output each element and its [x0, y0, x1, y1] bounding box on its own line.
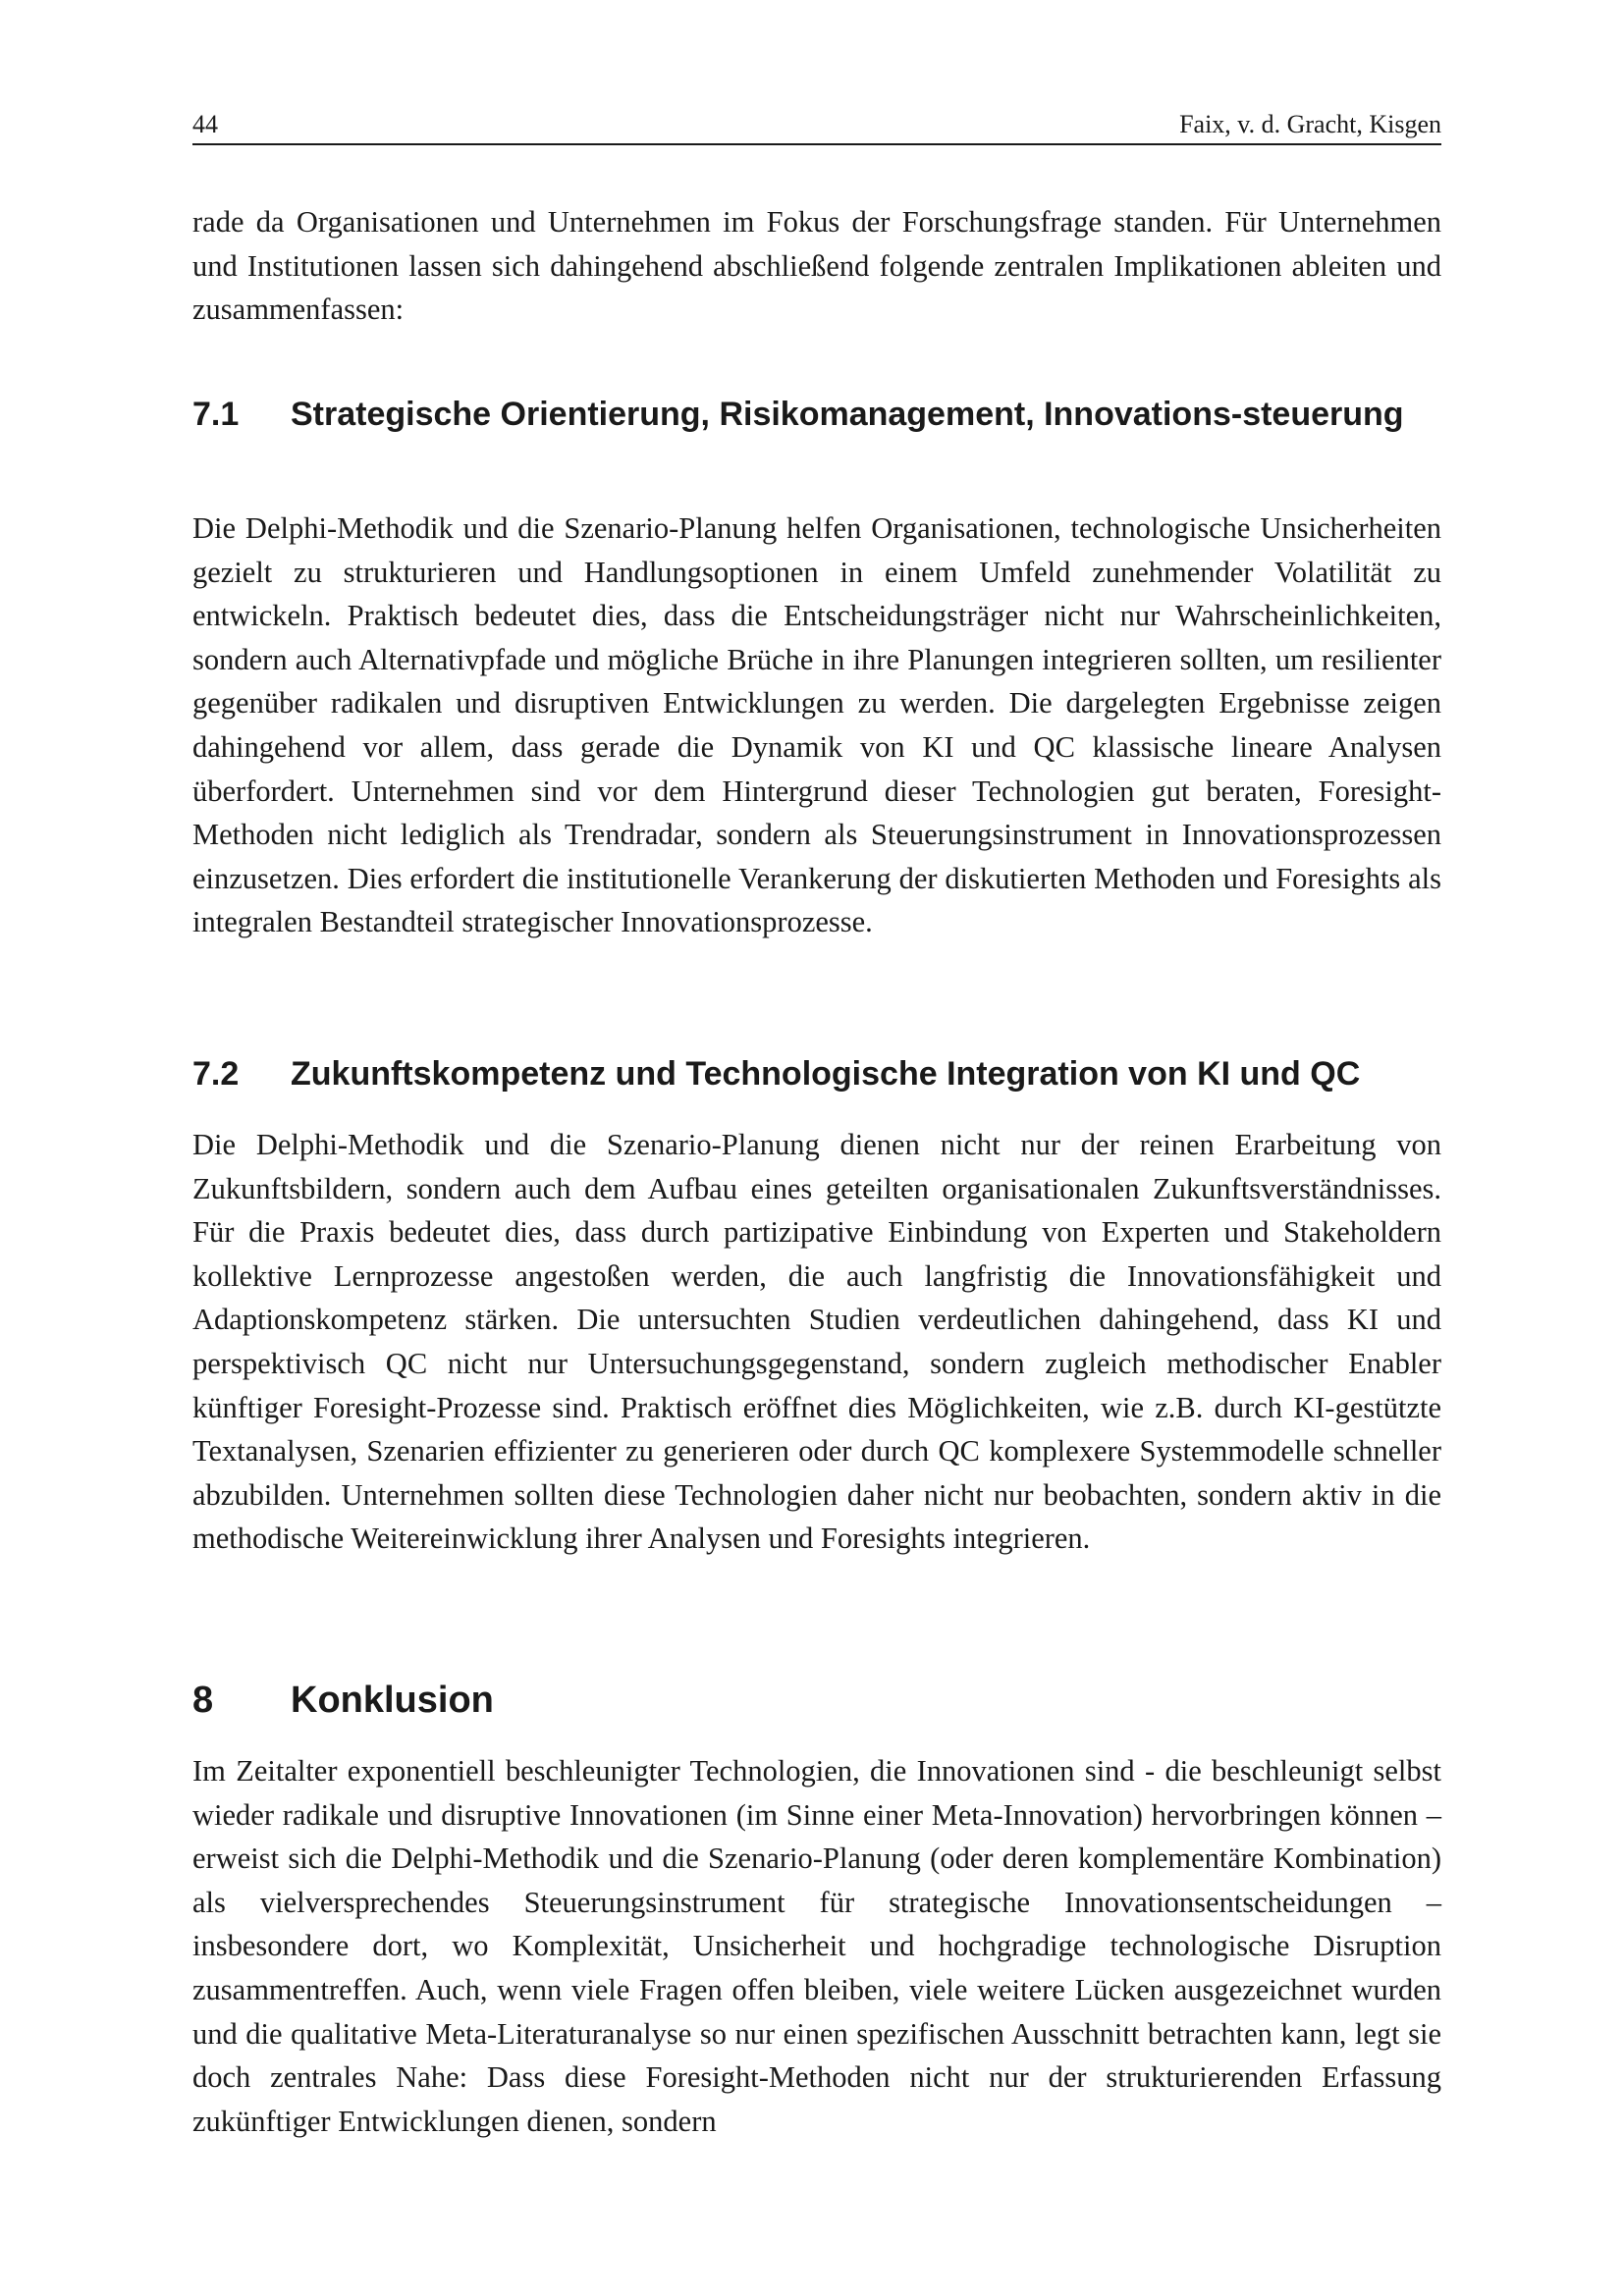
section-title: Konklusion	[291, 1680, 494, 1721]
section-heading-7-1	[192, 393, 1441, 436]
section-7-1-paragraph: Die Delphi-Methodik und die Szenario-Planung helfen Organisationen, technologische Unsicherheiten gezielt zu strukturieren und Handlungsoptionen in einem Umfeld zunehmender Volatilität zu entwickeln. Praktisch bedeutet dies, dass die Entscheidungsträger nicht nur Wahrscheinlichkeiten, sondern auch Alternativpfade und mögliche Brüche in ihre Planungen integrieren sollten, um resilienter gegenüber radikalen und disruptiven Entwicklungen zu werden. Die dargelegten Ergebnisse zeigen dahingehend vor allem, dass gerade die Dynamik von KI und QC klassische lineare Analysen überfordert. Unternehmen sind vor dem Hintergrund dieser Technologien gut beraten, Foresight-Methoden nicht lediglich als Trendradar, sondern als Steuerungsinstrument in Innovationsprozessen einzusetzen. Dies erfordert die institutionelle Verankerung der diskutierten Methoden und Foresights als integralen Bestandteil strategischer Innovationsprozesse.	[192, 511, 1441, 939]
section-8-paragraph: Im Zeitalter exponentiell beschleunigter Technologien, die Innovationen sind - die beschleunigt selbst wieder radikale und disruptive Innovationen (im Sinne einer Meta-Innovation) hervorbringen können – erweist sich die Delphi-Methodik und die Szenario-Planung (oder deren komplementäre Kombination) als vielversprechendes Steuerungsinstrument für strategische Innovationsentscheidungen – insbesondere dort, wo Komplexität, Unsicherheit und hochgradige technologische Disruption zusammentreffen. Auch, wenn viele Fragen offen bleiben, viele weitere Lücken ausgezeichnet wurden und die qualitative Meta-Literaturanalyse so nur einen spezifischen Ausschnitt betrachten kann, legt sie doch zentrales Nahe: Dass diese Foresight-Methoden nicht nur der strukturierenden Erfassung zukünftiger Entwicklungen dienen, sondern	[192, 1754, 1441, 2138]
section-number: 7.2	[192, 1055, 240, 1093]
section-number: 7.1	[192, 396, 240, 433]
section-title: Strategische Orientierung, Risikomanagement, Innovations-steuerung	[291, 396, 1404, 433]
section-title: Zukunftskompetenz und Technologische Integration von KI und QC	[291, 1055, 1361, 1093]
intro-paragraph: rade da Organisationen und Unternehmen im Fokus der Forschungsfrage standen. Für Unternehmen und Institutionen lassen sich dahingehend abschließend folgende zentralen Implikationen ableiten und zusammenfassen:	[192, 205, 1441, 327]
running-head	[192, 110, 1441, 145]
page-number: 44	[192, 110, 218, 138]
section-heading-8	[192, 1679, 1441, 1722]
section-7-2-paragraph: Die Delphi-Methodik und die Szenario-Planung dienen nicht nur der reinen Erarbeitung von Zukunftsbildern, sondern auch dem Aufbau eines geteilten organisationalen Zukunftsverständnisses. Für die Praxis bedeutet dies, dass durch partizipative Einbindung von Experten und Stakeholdern kollektive Lernprozesse angestoßen werden, die auch langfristig die Innovationsfähigkeit und Adaptionskompetenz stärken. Die untersuchten Studien verdeutlichen dahingehend, dass KI und perspektivisch QC nicht nur Untersuchungsgegenstand, sondern zugleich methodischer Enabler künftiger Foresight-Prozesse sind. Praktisch eröffnet dies Möglichkeiten, wie z.B. durch KI-gestützte Textanalysen, Szenarien effizienter zu generieren oder durch QC komplexere Systemmodelle schneller abzubilden. Unternehmen sollten diese Technologien daher nicht nur beobachten, sondern aktiv in die methodische Weitereinwicklung ihrer Analysen und Foresights integrieren.	[192, 1128, 1441, 1556]
section-heading-7-2	[192, 1052, 1441, 1095]
running-head-authors: Faix, v. d. Gracht, Kisgen	[1179, 110, 1441, 138]
section-number: 8	[192, 1680, 214, 1721]
